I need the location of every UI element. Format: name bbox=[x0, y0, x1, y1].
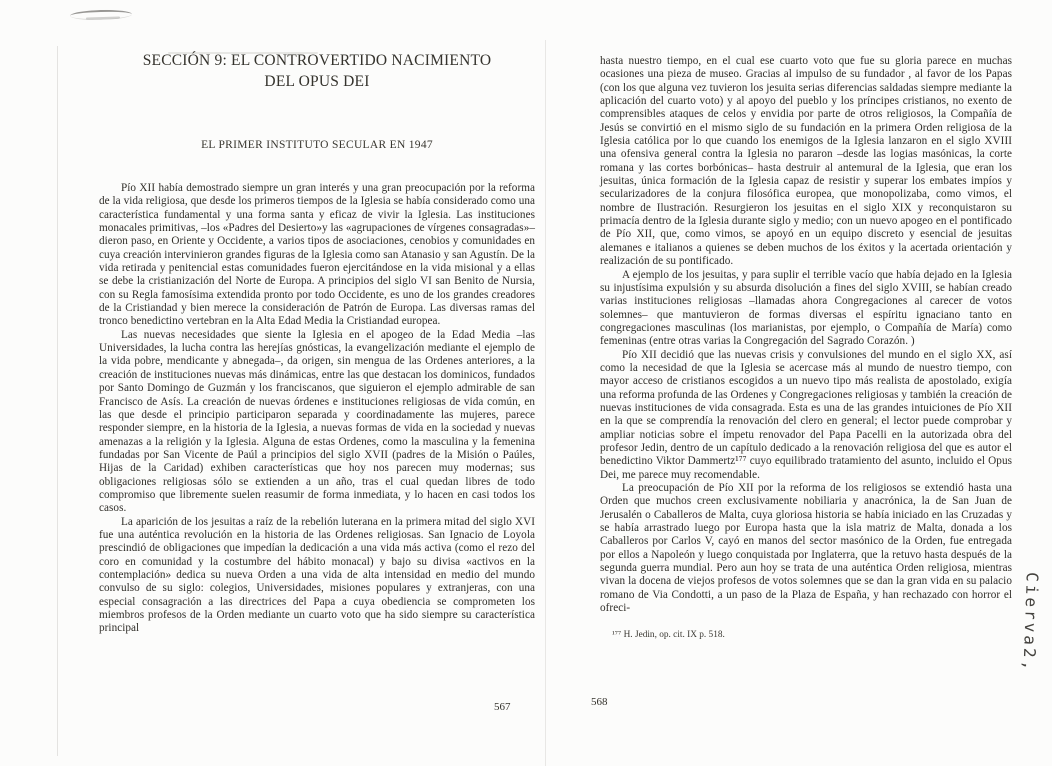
footnote: ¹⁷⁷ H. Jedin, op. cit. IX p. 518. bbox=[612, 630, 725, 641]
right-page bbox=[600, 55, 1012, 641]
page-number-right: 568 bbox=[591, 696, 608, 708]
chapter-subtitle: EL PRIMER INSTITUTO SECULAR EN 1947 bbox=[201, 139, 433, 151]
paragraph: Pío XII decidió que las nuevas crisis y convulsiones del mundo en el siglo XX, así como la necesidad de que la Iglesia se acercase más al mundo de nuestro tiempo, con mayor acceso de cristianos escogidos a un nuevo tipo más realista de apostolado, exigía una reforma profunda de las Ordenes y Congregaciones religiosas y también la creación de nuevas instituciones de vida consagrada. Esta es una de las grandes intuiciones de Pío XII en la que se comprendía la renovación del clero en general; el lector puede comprobar y ampliar noticias sobre el ímpetu renovador del Papa Pacelli en la autorizada obra del profesor Jedin, dentro de un capítulo dedicado a la renovación religiosa del que es autor el benedictino Viktor Dammertz¹⁷⁷ cuyo equilibrado tratamiento del asunto, incluido el Opus Dei, me parece muy recomendable. bbox=[600, 348, 1012, 481]
paragraph: La aparición de los jesuitas a raíz de la rebelión luterana en la primera mitad del siglo XVI fue una auténtica revolución en la historia de las Ordenes religiosas. San Ignacio de Loyola prescindió de obligaciones que impedían la dedicación a una vida más activa (como el rezo del coro en comunidad y la costumbre del hábito monacal) y bajo su divisa «activos en la contemplación» dedica su nueva Orden a una vida de alta intensidad en medio del mundo convulso de su siglo: colegios, Universidades, misiones populares y extranjeras, con una especial consagración a las directrices del Papa a cuya obediencia se comprometen los miembros profesos de la Orden mediante un cuarto voto que ha sido siempre su característica principal bbox=[99, 515, 535, 635]
left-page-body bbox=[99, 182, 535, 636]
page-number-left: 567 bbox=[494, 701, 511, 713]
section-title: SECCIÓN 9: EL CONTROVERTIDO NACIMIENTO DEL OPUS DEI bbox=[142, 52, 492, 90]
paragraph: A ejemplo de los jesuitas, y para suplir el terrible vacío que había dejado en la Iglesia su injustísima expulsión y su absurda disolución a fines del siglo XVIII, se habían creado varias instituciones religiosas –llamadas ahora Congregaciones al carecer de votos solemnes– que mantuvieron de formas diversas el espíritu ignaciano tanto en congregaciones masculinas (los marianistas, por ejemplo, o Compañía de María) como femeninas (entre otras varias la Congregación del Sagrado Corazón. ) bbox=[600, 268, 1012, 348]
paragraph: La preocupación de Pío XII por la reforma de los religiosos se extendió hasta una Orden que muchos creen exclusivamente nobiliaria y anacrónica, la de San Juan de Jerusalén o Caballeros de Malta, cuya gloriosa historia se había iniciado en las Cruzadas y se había arrastrado luego por Europa hasta que la isla matriz de Malta, donada a los Caballeros por Carlos V, cayó en manos del sector masónico de la Orden, fue entregada por ellos a Napoleón y luego conquistada por Inglaterra, que la retuvo hasta después de la segunda guerra mundial. Pero aun hoy se trata de una auténtica Orden religiosa, mientras vivan la docena de viejos profesos de votos solemnes que se dan la gran vida en su palacio romano de Via Condotti, a un paso de la Plaza de España, y han rechazado con horror el ofreci- bbox=[600, 482, 1012, 615]
paragraph: Las nuevas necesidades que siente la Iglesia en el apogeo de la Edad Media –las Universidades, la lucha contra las herejías gnósticas, la evangelización mediante el ejemplo de la vida pobre, mendicante y abnegada–, da origen, sin mengua de las Ordenes anteriores, a la creación de instituciones nuevas más dinámicas, entre las que destacan los dominicos, fundados por Santo Domingo de Guzmán y los franciscanos, que siguieron el ejemplo admirable de san Francisco de Asís. La creación de nuevas órdenes e instituciones religiosas de vida común, en las que desde el principio participaron separada y coordinadamente las mujeres, parece responder siempre, en la historia de la Iglesia, a nuevas formas de vida en la sociedad y nuevas amenazas a la religión y la Iglesia. Alguna de estas Ordenes, como la masculina y la femenina fundadas por San Vicente de Paúl a principios del siglo XVII (padres de la Misión o Paúles, Hijas de la Caridad) exhiben características que hoy nos parecen muy modernas; sus obligaciones religiosas sólo se extienden a un año, tras el cual quedan libres de todo compromiso que libremente suelen reasumir de forma inmediata, y lo hacen en casi todos los casos. bbox=[99, 328, 535, 515]
left-page bbox=[99, 50, 535, 636]
page-edge-shadow-left bbox=[57, 46, 58, 756]
page-gutter-shadow bbox=[545, 40, 546, 766]
paragraph: hasta nuestro tiempo, en el cual ese cuarto voto que fue su gloria parece en muchas ocasiones una pieza de museo. Gracias al impulso de su fundador , al favor de los Papas (con los que alguna vez tuvieron los jesuita serias diferencias saldadas siempre mediante la aplicación del cuarto voto) y al apoyo del pueblo y los príncipes cristianos, no exento de comprensibles ataques de celos y envidia por parte de otros religiosos, la Compañía de Jesús se convirtió en el mismo siglo de su fundación en la primera Orden religiosa de la Iglesia católica por lo que cuando los enemigos de la Iglesia lanzaron en el siglo XVIII una ofensiva general contra la Iglesia no pararon –desde las logias masónicas, la corte romana y las cortes borbónicas– hasta destruir al antemural de la Iglesia, que eran los jesuitas, única formación de la Iglesia capaz de resistir y superar los embates impíos y secularizadores de la conjura filosófica europea, que monopolizaba, como vimos, el nombre de Ilustración. Resurgieron los jesuitas en el siglo XIX y reconquistaron su primacía dentro de la Iglesia durante siglo y medio; con un nuevo apogeo en el pontificado de Pío XII, que, como vimos, se apoyó en un equipo discreto y esencial de jesuitas alemanes e italianos a quienes se deben muchos de los éxitos y la acertada orientación y realización de su pontificado. bbox=[600, 55, 1012, 268]
paragraph: Pío XII había demostrado siempre un gran interés y una gran preocupación por la reforma de la vida religiosa, que desde los primeros tiempos de la Iglesia se había considerado como una característica fundamental y una forma santa y eficaz de vivir la Iglesia. Las instituciones monacales primitivas, –los «Padres del Desierto»y las «agrupaciones de vírgenes consagradas»– dieron paso, en Oriente y Occidente, a varios tipos de asociaciones, cenobios y comunidades en cuya creación intervinieron grandes figuras de la Iglesia como san Atanasio y san Agustín. De la vida retirada y penitencial estas comunidades fueron ejercitándose en la vida misional y a ellas se debe la cristianización del Norte de Europa. A principios del siglo VI san Benito de Nursia, con su Regla famosísima extendida pronto por todo Occidente, es uno de los grandes creadores de la Cristiandad y bien merece la consideración de Patrón de Europa. Las diversas ramas del tronco benedictino vertebran en la Alta Edad Media la Cristiandad europea. bbox=[99, 182, 536, 328]
right-page-body bbox=[600, 55, 1012, 615]
handwritten-margin-note: Cierva2, bbox=[1019, 571, 1042, 674]
